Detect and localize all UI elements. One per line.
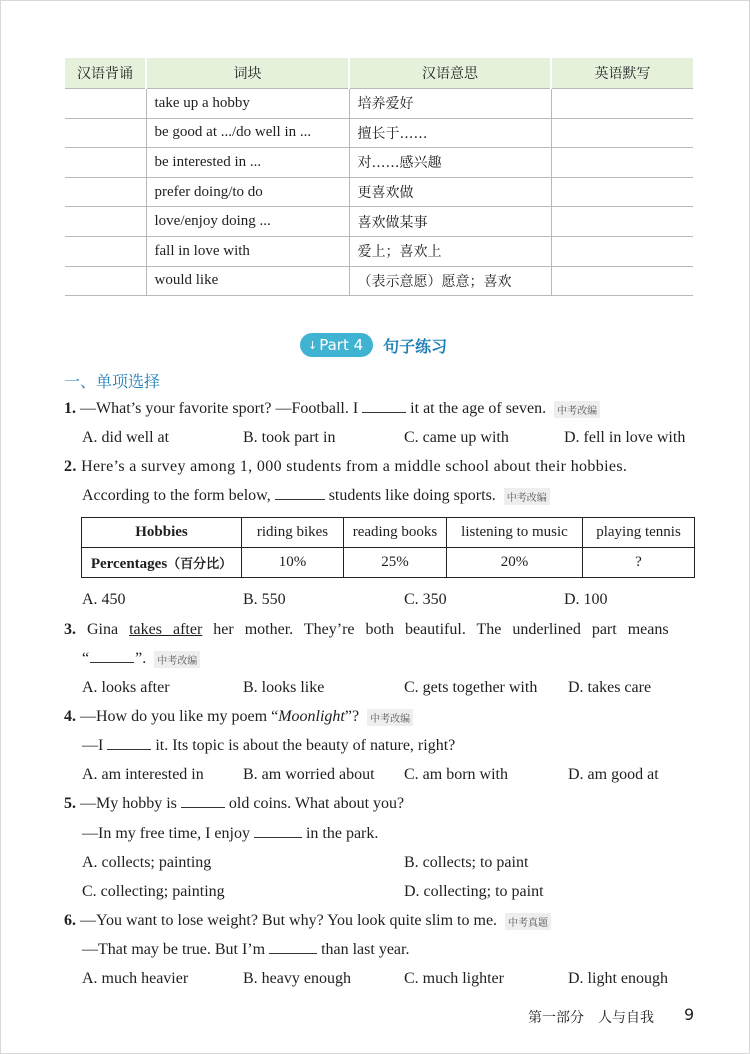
survey-value: 25% bbox=[344, 548, 447, 578]
question-4-line-2 bbox=[82, 737, 455, 755]
vocab-answer-cell[interactable] bbox=[551, 148, 693, 178]
percentages-label: Percentages bbox=[90, 555, 168, 572]
answer-blank[interactable] bbox=[90, 650, 134, 663]
survey-hobbies-row bbox=[82, 518, 695, 548]
option-c[interactable]: C. came up with bbox=[404, 429, 509, 446]
vocab-header-row bbox=[65, 58, 693, 89]
vocab-meaning: 对……感兴趣 bbox=[349, 148, 551, 178]
answer-blank[interactable] bbox=[254, 825, 302, 838]
question-text: ”? bbox=[344, 708, 360, 725]
vocab-phrase: take up a hobby bbox=[146, 89, 349, 119]
vocab-row bbox=[65, 89, 693, 119]
option-a[interactable]: A. did well at bbox=[82, 429, 170, 446]
option-d[interactable]: D. 100 bbox=[564, 591, 608, 608]
source-tag: 中考改编 bbox=[504, 488, 550, 505]
source-tag: 中考改编 bbox=[367, 709, 413, 726]
question-text: Here’s a survey among 1, 000 students from a middle school about their hobbies. bbox=[81, 458, 628, 475]
question-text: it at the age of seven. bbox=[410, 400, 547, 417]
vocab-header: 词块 bbox=[146, 58, 349, 89]
poem-title: Moonlight bbox=[278, 708, 345, 725]
survey-hobby: reading books bbox=[344, 518, 447, 548]
question-text: —I bbox=[82, 737, 104, 754]
question-5 bbox=[64, 795, 404, 813]
option-a[interactable]: A. 450 bbox=[82, 591, 126, 608]
survey-hobby: playing tennis bbox=[583, 518, 695, 548]
option-b[interactable]: B. took part in bbox=[243, 429, 336, 446]
option-b[interactable]: B. am worried about bbox=[243, 766, 375, 783]
option-b[interactable]: B. heavy enough bbox=[243, 970, 351, 987]
vocab-answer-cell[interactable] bbox=[551, 177, 693, 207]
survey-value: 20% bbox=[447, 548, 583, 578]
question-number: 3. bbox=[64, 621, 76, 638]
vocab-row bbox=[65, 266, 693, 296]
close-quote: ”. bbox=[135, 650, 147, 667]
question-text: Gina bbox=[87, 621, 119, 638]
vocab-meaning: 培养爱好 bbox=[349, 89, 551, 119]
option-d[interactable]: D. collecting; to paint bbox=[404, 883, 544, 900]
survey-row-header: Hobbies bbox=[82, 518, 242, 548]
question-text: it. Its topic is about the beauty of nature, right? bbox=[155, 737, 456, 754]
vocab-row bbox=[65, 207, 693, 237]
part-label: Part 4 bbox=[319, 336, 364, 354]
vocab-answer-cell[interactable] bbox=[551, 207, 693, 237]
vocab-row bbox=[65, 177, 693, 207]
vocab-phrase: be interested in ... bbox=[146, 148, 349, 178]
underlined-phrase: takes after bbox=[129, 621, 203, 638]
option-c[interactable]: C. much lighter bbox=[404, 970, 504, 987]
vocab-answer-cell[interactable] bbox=[551, 89, 693, 119]
question-text: —In my free time, I enjoy bbox=[82, 825, 250, 842]
question-text: old coins. What about you? bbox=[228, 795, 405, 812]
survey-value: ? bbox=[583, 548, 695, 578]
question-text: in the park. bbox=[305, 825, 379, 842]
vocab-header: 汉语意思 bbox=[349, 58, 551, 89]
question-6-line-2 bbox=[82, 941, 409, 959]
down-arrow-icon: ↓ bbox=[308, 338, 318, 352]
survey-value: 10% bbox=[242, 548, 344, 578]
vocab-phrase: love/enjoy doing ... bbox=[146, 207, 349, 237]
page-number: 9 bbox=[684, 1005, 695, 1024]
vocab-meaning: 更喜欢做 bbox=[349, 177, 551, 207]
percentages-cn-label: （百分比） bbox=[167, 556, 233, 572]
vocab-row bbox=[65, 118, 693, 148]
option-d[interactable]: D. am good at bbox=[568, 766, 659, 783]
vocab-row bbox=[65, 148, 693, 178]
question-4 bbox=[64, 708, 413, 726]
answer-blank[interactable] bbox=[362, 400, 406, 413]
option-a[interactable]: A. looks after bbox=[82, 679, 170, 696]
vocab-phrase: prefer doing/to do bbox=[146, 177, 349, 207]
question-2-line-2 bbox=[82, 487, 550, 505]
question-3 bbox=[64, 621, 669, 639]
option-c[interactable]: C. gets together with bbox=[404, 679, 538, 696]
option-d[interactable]: D. light enough bbox=[568, 970, 668, 987]
vocab-phrase: fall in love with bbox=[146, 236, 349, 266]
question-text: —How do you like my poem “ bbox=[80, 708, 279, 725]
answer-blank[interactable] bbox=[275, 487, 325, 500]
question-text: than last year. bbox=[321, 941, 410, 958]
survey-hobby: riding bikes bbox=[242, 518, 344, 548]
question-text: According to the form below, bbox=[82, 487, 271, 504]
vocab-answer-cell[interactable] bbox=[551, 266, 693, 296]
option-c[interactable]: C. am born with bbox=[404, 766, 508, 783]
survey-table bbox=[81, 517, 695, 578]
question-1 bbox=[64, 400, 600, 418]
vocab-meaning: （表示意愿）愿意；喜欢 bbox=[349, 266, 551, 296]
vocab-header: 汉语背诵 bbox=[65, 58, 146, 89]
option-c[interactable]: C. collecting; painting bbox=[82, 883, 225, 900]
question-text: —You want to lose weight? But why? You look quite slim to me. bbox=[80, 912, 498, 929]
question-2 bbox=[64, 458, 627, 476]
part-badge bbox=[300, 333, 373, 357]
vocab-phrase: be good at .../do well in ... bbox=[146, 118, 349, 148]
survey-hobby: listening to music bbox=[447, 518, 583, 548]
option-b[interactable]: B. 550 bbox=[243, 591, 286, 608]
vocab-row bbox=[65, 236, 693, 266]
open-quote: “ bbox=[82, 650, 90, 667]
survey-percentage-row bbox=[82, 548, 695, 578]
source-tag: 中考改编 bbox=[554, 401, 600, 418]
source-tag: 中考改编 bbox=[154, 651, 200, 668]
option-b[interactable]: B. collects; to paint bbox=[404, 854, 529, 871]
question-number: 6. bbox=[64, 912, 76, 929]
question-number: 5. bbox=[64, 795, 76, 812]
option-a[interactable]: A. am interested in bbox=[82, 766, 204, 783]
vocab-phrase: would like bbox=[146, 266, 349, 296]
vocab-meaning: 爱上；喜欢上 bbox=[349, 236, 551, 266]
question-number: 4. bbox=[64, 708, 76, 725]
section-title: 一、单项选择 bbox=[64, 372, 161, 391]
survey-row-header bbox=[82, 548, 242, 578]
vocab-table bbox=[65, 58, 693, 296]
question-3-line-2 bbox=[82, 650, 200, 668]
vocab-header: 英语默写 bbox=[551, 58, 693, 89]
question-5-line-2 bbox=[82, 825, 378, 843]
vocab-meaning: 喜欢做某事 bbox=[349, 207, 551, 237]
question-6 bbox=[64, 912, 551, 930]
option-c[interactable]: C. 350 bbox=[404, 591, 447, 608]
question-text: —What’s your favorite sport? —Football. I bbox=[80, 400, 359, 417]
answer-blank[interactable] bbox=[107, 737, 151, 750]
vocab-answer-cell[interactable] bbox=[551, 236, 693, 266]
option-b[interactable]: B. looks like bbox=[243, 679, 325, 696]
source-tag: 中考真题 bbox=[505, 913, 551, 930]
part-heading bbox=[300, 333, 447, 357]
question-text: students like doing sports. bbox=[328, 487, 496, 504]
question-text: —That may be true. But I’m bbox=[82, 941, 266, 958]
footer-section-label: 第一部分 人与自我 bbox=[528, 1010, 654, 1026]
vocab-answer-cell[interactable] bbox=[551, 118, 693, 148]
vocab-meaning: 擅长于…… bbox=[349, 118, 551, 148]
question-number: 2. bbox=[64, 458, 77, 475]
option-d[interactable]: D. takes care bbox=[568, 679, 652, 696]
option-d[interactable]: D. fell in love with bbox=[564, 429, 686, 446]
part-title: 句子练习 bbox=[383, 336, 448, 356]
question-text: her mother. They’re both beautiful. The underlined part means bbox=[213, 621, 669, 638]
question-text: —My hobby is bbox=[80, 795, 177, 812]
option-a[interactable]: A. collects; painting bbox=[82, 854, 212, 871]
answer-blank[interactable] bbox=[181, 795, 225, 808]
answer-blank[interactable] bbox=[269, 941, 317, 954]
question-number: 1. bbox=[64, 400, 76, 417]
option-a[interactable]: A. much heavier bbox=[82, 970, 189, 987]
